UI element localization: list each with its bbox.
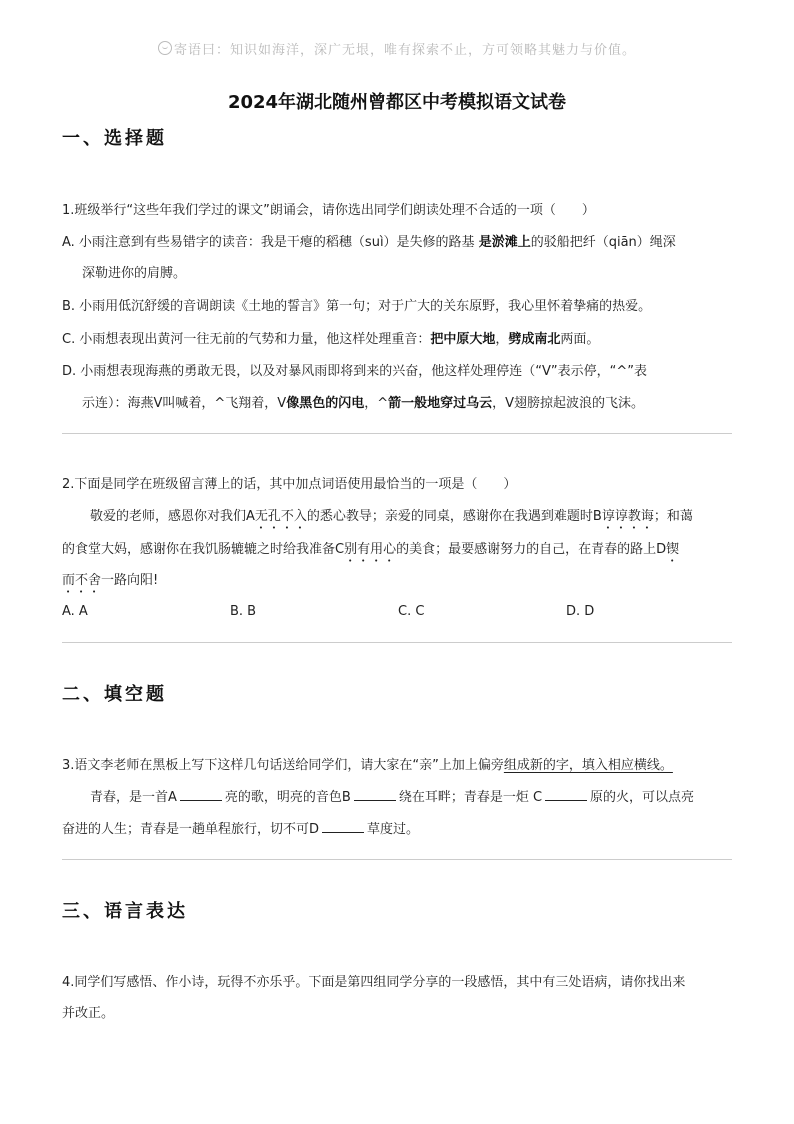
page-title: 2024年湖北随州曾都区中考模拟语文试卷: [227, 92, 567, 113]
option-c-bold-1: 把中原大地: [430, 332, 496, 347]
question-1-option-c: [62, 330, 599, 350]
blank-a[interactable]: [180, 788, 222, 801]
dotted-phrase-a: 无孔不入: [254, 509, 307, 524]
q3-text: 亮的歌，明亮的音色B: [224, 790, 351, 805]
question-1-option-a-cont: 深勒进你的肩膊。: [82, 266, 187, 281]
question-3-line-1: [90, 788, 694, 808]
q3-text: 原的火，可以点亮: [590, 790, 695, 805]
option-d-text-2: ，^: [364, 396, 389, 411]
question-1-stem: 1.班级举行“这些年我们学过的课文”朗诵会，请你选出同学们朗读处理不合适的一项（ ）: [62, 203, 595, 218]
option-d-bold-1: 像黑色的闪电: [286, 396, 365, 411]
option-c-text-3: 两面。: [560, 332, 600, 347]
option-d-bold-2: 箭一般地穿过乌云: [388, 396, 493, 411]
section-heading-choice: 一、选择题: [62, 128, 167, 149]
divider: [62, 859, 732, 860]
question-2-passage-line-3: [62, 571, 158, 596]
question-3-stem: [62, 756, 673, 776]
dotted-phrase-b: 谆谆教诲: [601, 509, 654, 524]
q3-text: 草度过。: [367, 822, 420, 837]
option-d-text-1: 示连）：海燕V叫喊着，^飞翔着，V: [82, 396, 287, 411]
passage-text: 敬爱的老师，感恩你对我们A: [90, 509, 255, 524]
passage-text: ；和蔼: [653, 509, 693, 524]
passage-text: 一路向阳!: [101, 573, 159, 588]
question-4-stem: 4.同学们写感悟、作小诗，玩得不亦乐乎。下面是第四组同学分享的一段感悟，其中有三处语病，请你找出来: [62, 975, 686, 990]
question-2-option-c[interactable]: C. C: [398, 604, 425, 619]
divider: [62, 642, 732, 643]
question-2-option-b[interactable]: B. B: [230, 604, 257, 619]
dotted-phrase-d-end: 而不舍: [62, 573, 102, 588]
q3-text: 奋进的人生；青春是一趟单程旅行，切不可D: [62, 822, 320, 837]
passage-text: 的食堂大妈，感谢你在我饥肠辘辘之时给我准备C: [62, 542, 345, 557]
question-2-stem: 2.下面是同学在班级留言薄上的话，其中加点词语使用最恰当的一项是（ ）: [62, 477, 517, 492]
question-1-option-d-cont: [82, 394, 644, 414]
section-heading-expression: 三、语言表达: [62, 901, 188, 922]
option-a-bold: 是淤滩上: [478, 235, 531, 250]
question-1-option-b: B. 小雨用低沉舒缓的音调朗读《土地的誓言》第一句；对于广大的关东原野，我心里怀着挚痛的热爱。: [62, 299, 652, 314]
question-2-option-d[interactable]: D. D: [566, 604, 595, 619]
question-2-option-a[interactable]: A. A: [62, 604, 88, 619]
question-3-stem-text: 3.语文李老师在黑板上写下这样几句话送给同学们，请大家在“亲”上加上偏旁: [62, 758, 504, 773]
passage-text: 的美食；最要感谢努力的自己，在青春的路上D: [396, 542, 667, 557]
question-1-option-d: D. 小雨想表现海燕的勇敢无畏，以及对暴风雨即将到来的兴奋，他这样处理停连（“V”表示停，“^”表: [62, 364, 648, 379]
option-d-text-3: ，V翅膀掠起波浪的飞沫。: [492, 396, 645, 411]
question-2-passage-line-1: [90, 507, 693, 532]
dotted-phrase-c: 别有用心: [344, 542, 397, 557]
section-heading-fill: 二、填空题: [62, 684, 167, 705]
dotted-phrase-d-start: 锲: [666, 542, 680, 557]
q3-text: 绕在耳畔；青春是一炬 C: [398, 790, 543, 805]
blank-c[interactable]: [545, 788, 587, 801]
option-a-text-2: 的驳船把纤（qiān）绳深: [530, 235, 676, 250]
question-4-stem-cont: 并改正。: [62, 1006, 115, 1021]
question-2-passage-line-2: [62, 540, 679, 565]
question-3-line-2: [62, 820, 419, 840]
question-1-option-a: [62, 233, 676, 253]
option-c-text-1: C. 小雨想表现出黄河一往无前的气势和力量，他这样处理重音：: [62, 332, 431, 347]
option-a-text-1: A. 小雨注意到有些易错字的读音：我是干瘪的稻穗（suì）是失修的路基: [62, 235, 479, 250]
option-c-text-2: ，: [495, 332, 509, 347]
motto-text: 寄语曰：知识如海洋，深广无垠，唯有探索不止，方可领略其魅力与价值。: [173, 43, 636, 58]
header-motto: [0, 39, 794, 58]
blank-b[interactable]: [354, 788, 396, 801]
blank-d[interactable]: [322, 820, 364, 833]
q3-text: 青春，是一首A: [90, 790, 177, 805]
smiley-icon: [158, 41, 172, 55]
divider: [62, 433, 732, 434]
question-3-stem-underlined: 组成新的字，填入相应横线。: [503, 758, 673, 773]
passage-text: 的悉心教导；亲爱的同桌，感谢你在我遇到难题时B: [306, 509, 602, 524]
option-c-bold-2: 劈成南北: [508, 332, 561, 347]
